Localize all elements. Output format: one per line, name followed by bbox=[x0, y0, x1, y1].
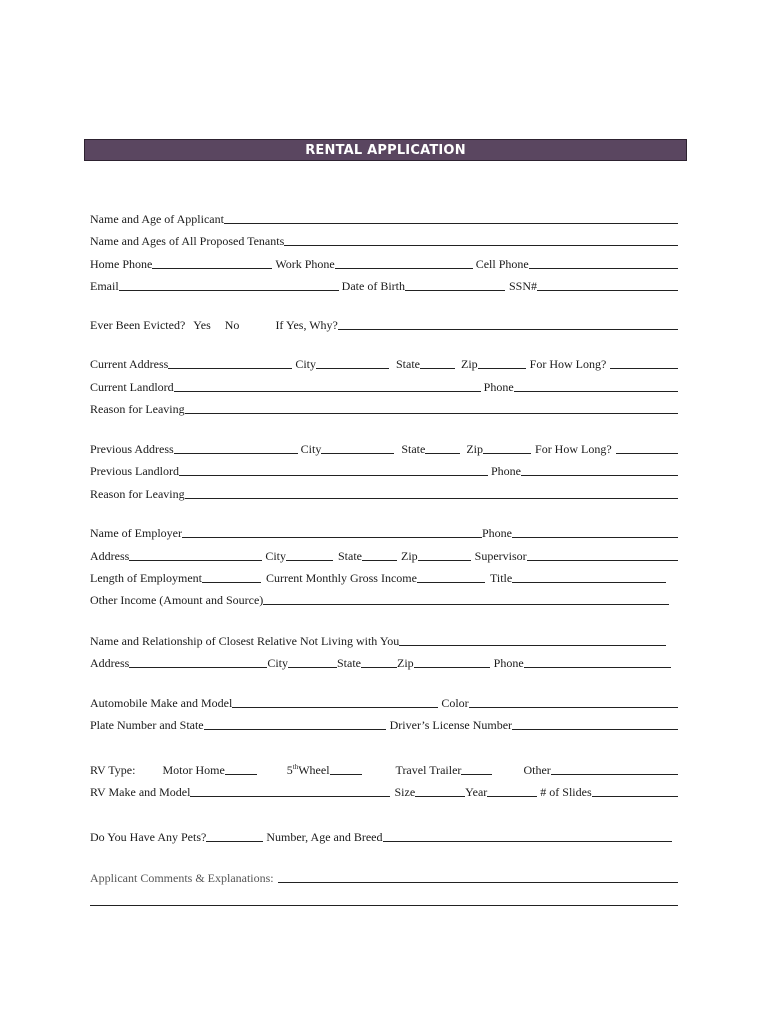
field-employer[interactable] bbox=[182, 526, 482, 538]
field-relative-state[interactable] bbox=[361, 656, 397, 668]
row-eviction bbox=[90, 318, 678, 332]
label-work-phone: Work Phone bbox=[275, 257, 335, 271]
label-employer-address: Address bbox=[90, 549, 130, 563]
field-pets[interactable] bbox=[206, 830, 263, 842]
field-why[interactable] bbox=[338, 318, 678, 330]
label-supervisor: Supervisor bbox=[474, 549, 527, 563]
field-current-address[interactable] bbox=[168, 357, 292, 369]
label-license: Driver’s License Number bbox=[389, 718, 513, 732]
label-previous-landlord: Previous Landlord bbox=[90, 464, 179, 478]
field-comments[interactable] bbox=[278, 871, 678, 883]
label-dob: Date of Birth bbox=[341, 279, 405, 293]
label-rv-other: Other bbox=[523, 763, 551, 777]
field-fifth-wheel[interactable] bbox=[330, 763, 362, 775]
row-comments bbox=[90, 871, 678, 885]
field-employer-phone[interactable] bbox=[512, 526, 678, 538]
field-relative-address[interactable] bbox=[129, 656, 267, 668]
label-fifth-wheel bbox=[287, 763, 330, 777]
label-relative-state: State bbox=[337, 656, 361, 670]
label-other-income: Other Income (Amount and Source) bbox=[90, 593, 264, 607]
field-motor-home[interactable] bbox=[225, 763, 257, 775]
row-other-income bbox=[90, 593, 678, 607]
field-previous-address[interactable] bbox=[174, 442, 298, 454]
field-employment-length[interactable] bbox=[202, 571, 261, 583]
label-employer-phone: Phone bbox=[481, 526, 512, 540]
field-rv-size[interactable] bbox=[415, 785, 465, 797]
label-employer: Name of Employer bbox=[90, 526, 182, 540]
fifth-suffix: th bbox=[292, 763, 299, 771]
field-previous-reason[interactable] bbox=[185, 487, 678, 499]
field-current-how-long[interactable] bbox=[610, 357, 678, 369]
field-tenants[interactable] bbox=[284, 234, 678, 246]
label-current-how-long: For How Long? bbox=[529, 357, 607, 371]
field-name-age[interactable] bbox=[224, 212, 678, 224]
field-pets-breed[interactable] bbox=[383, 830, 673, 842]
label-pets-breed: Number, Age and Breed bbox=[266, 830, 383, 844]
label-cell-phone: Cell Phone bbox=[475, 257, 529, 271]
field-previous-phone[interactable] bbox=[521, 464, 678, 476]
row-plate bbox=[90, 718, 678, 732]
label-automobile: Automobile Make and Model bbox=[90, 696, 233, 710]
row-applicant-name bbox=[90, 212, 678, 226]
field-employer-address[interactable] bbox=[129, 549, 262, 561]
title-bar bbox=[84, 139, 687, 161]
label-current-state: State bbox=[396, 357, 420, 371]
label-rv-size: Size bbox=[394, 785, 416, 799]
label-email: Email bbox=[90, 279, 119, 293]
label-previous-reason: Reason for Leaving bbox=[90, 487, 185, 501]
row-relative bbox=[90, 634, 678, 648]
field-supervisor[interactable] bbox=[527, 549, 678, 561]
label-rv-make: RV Make and Model bbox=[90, 785, 191, 799]
label-relative-zip: Zip bbox=[397, 656, 414, 670]
fifth-number: 5 bbox=[286, 763, 293, 777]
row-rv-type bbox=[90, 763, 678, 777]
field-home-phone[interactable] bbox=[152, 257, 272, 269]
label-pets: Do You Have Any Pets? bbox=[90, 830, 207, 844]
field-previous-city[interactable] bbox=[321, 442, 394, 454]
field-cell-phone[interactable] bbox=[529, 257, 678, 269]
field-rv-slides[interactable] bbox=[592, 785, 678, 797]
label-name-age: Name and Age of Applicant bbox=[90, 212, 224, 226]
label-relative: Name and Relationship of Closest Relative Not Living with You bbox=[90, 634, 400, 648]
row-employment-length bbox=[90, 571, 678, 585]
fifth-word: Wheel bbox=[298, 763, 330, 777]
label-rv-slides: # of Slides bbox=[540, 785, 592, 799]
label-previous-phone: Phone bbox=[491, 464, 521, 478]
label-employment-length: Length of Employment bbox=[90, 571, 202, 585]
field-current-zip[interactable] bbox=[478, 357, 526, 369]
label-rv-year: Year bbox=[465, 785, 488, 799]
field-current-state[interactable] bbox=[420, 357, 455, 369]
row-previous-reason bbox=[90, 487, 678, 501]
label-job-title: Title bbox=[489, 571, 513, 585]
row-employer-address bbox=[90, 549, 678, 563]
label-evicted: Ever Been Evicted? bbox=[90, 318, 186, 332]
field-current-landlord[interactable] bbox=[174, 380, 481, 392]
field-current-city[interactable] bbox=[316, 357, 389, 369]
row-employer bbox=[90, 526, 678, 540]
field-license[interactable] bbox=[512, 718, 678, 730]
field-employer-city[interactable] bbox=[286, 549, 333, 561]
label-plate: Plate Number and State bbox=[90, 718, 204, 732]
row-relative-address bbox=[90, 656, 678, 670]
label-tenants: Name and Ages of All Proposed Tenants bbox=[90, 234, 285, 248]
field-work-phone[interactable] bbox=[335, 257, 473, 269]
label-rv-type: RV Type: bbox=[90, 763, 136, 777]
row-comments-continued bbox=[90, 894, 678, 908]
row-tenants bbox=[90, 234, 678, 248]
field-income[interactable] bbox=[417, 571, 485, 583]
label-travel-trailer: Travel Trailer bbox=[395, 763, 462, 777]
label-home-phone: Home Phone bbox=[90, 257, 153, 271]
label-relative-city: City bbox=[267, 656, 288, 670]
option-no[interactable]: No bbox=[224, 318, 240, 332]
field-employer-state[interactable] bbox=[362, 549, 397, 561]
row-automobile bbox=[90, 696, 678, 710]
field-relative-city[interactable] bbox=[288, 656, 337, 668]
field-previous-landlord[interactable] bbox=[179, 464, 488, 476]
field-other-income[interactable] bbox=[263, 593, 669, 605]
label-color: Color bbox=[441, 696, 469, 710]
label-previous-how-long: For How Long? bbox=[535, 442, 612, 456]
field-current-phone[interactable] bbox=[514, 380, 678, 392]
field-color[interactable] bbox=[469, 696, 678, 708]
field-plate[interactable] bbox=[204, 718, 386, 730]
row-email bbox=[90, 279, 678, 293]
row-pets bbox=[90, 830, 678, 844]
label-relative-address: Address bbox=[90, 656, 130, 670]
label-current-city: City bbox=[295, 357, 316, 371]
label-employer-state: State bbox=[338, 549, 362, 563]
field-previous-state[interactable] bbox=[425, 442, 460, 454]
label-comments: Applicant Comments & Explanations: bbox=[90, 871, 274, 885]
field-rv-year[interactable] bbox=[487, 785, 537, 797]
label-employer-zip: Zip bbox=[401, 549, 418, 563]
page-title: RENTAL APPLICATION bbox=[305, 142, 466, 158]
label-current-zip: Zip bbox=[461, 357, 478, 371]
field-dob[interactable] bbox=[405, 279, 505, 291]
field-relative-phone[interactable] bbox=[524, 656, 671, 668]
label-current-landlord: Current Landlord bbox=[90, 380, 174, 394]
field-previous-zip[interactable] bbox=[483, 442, 531, 454]
field-job-title[interactable] bbox=[512, 571, 666, 583]
label-relative-phone: Phone bbox=[493, 656, 524, 670]
field-ssn[interactable] bbox=[537, 279, 678, 291]
row-phones bbox=[90, 257, 678, 271]
field-previous-how-long[interactable] bbox=[616, 442, 678, 454]
field-comments-continued[interactable] bbox=[90, 894, 678, 906]
label-why: If Yes, Why? bbox=[275, 318, 338, 332]
option-yes[interactable]: Yes bbox=[193, 318, 211, 332]
row-previous-landlord bbox=[90, 464, 678, 478]
field-automobile[interactable] bbox=[232, 696, 438, 708]
row-previous-address bbox=[90, 442, 678, 456]
field-travel-trailer[interactable] bbox=[461, 763, 492, 775]
label-income: Current Monthly Gross Income bbox=[265, 571, 417, 585]
label-previous-zip: Zip bbox=[466, 442, 484, 456]
label-ssn: SSN# bbox=[509, 279, 538, 293]
label-current-phone: Phone bbox=[483, 380, 514, 394]
label-previous-state: State bbox=[401, 442, 426, 456]
field-email[interactable] bbox=[119, 279, 339, 291]
label-employer-city: City bbox=[265, 549, 286, 563]
field-rv-make[interactable] bbox=[190, 785, 390, 797]
label-motor-home: Motor Home bbox=[162, 763, 225, 777]
label-current-address: Current Address bbox=[90, 357, 169, 371]
label-previous-city: City bbox=[300, 442, 322, 456]
field-relative[interactable] bbox=[399, 634, 666, 646]
row-current-landlord bbox=[90, 380, 678, 394]
field-rv-other[interactable] bbox=[551, 763, 678, 775]
row-rv-make bbox=[90, 785, 678, 799]
field-relative-zip[interactable] bbox=[414, 656, 490, 668]
row-current-address bbox=[90, 357, 678, 371]
field-current-reason[interactable] bbox=[185, 402, 678, 414]
label-current-reason: Reason for Leaving bbox=[90, 402, 185, 416]
label-previous-address: Previous Address bbox=[90, 442, 174, 456]
row-current-reason bbox=[90, 402, 678, 416]
field-employer-zip[interactable] bbox=[418, 549, 471, 561]
